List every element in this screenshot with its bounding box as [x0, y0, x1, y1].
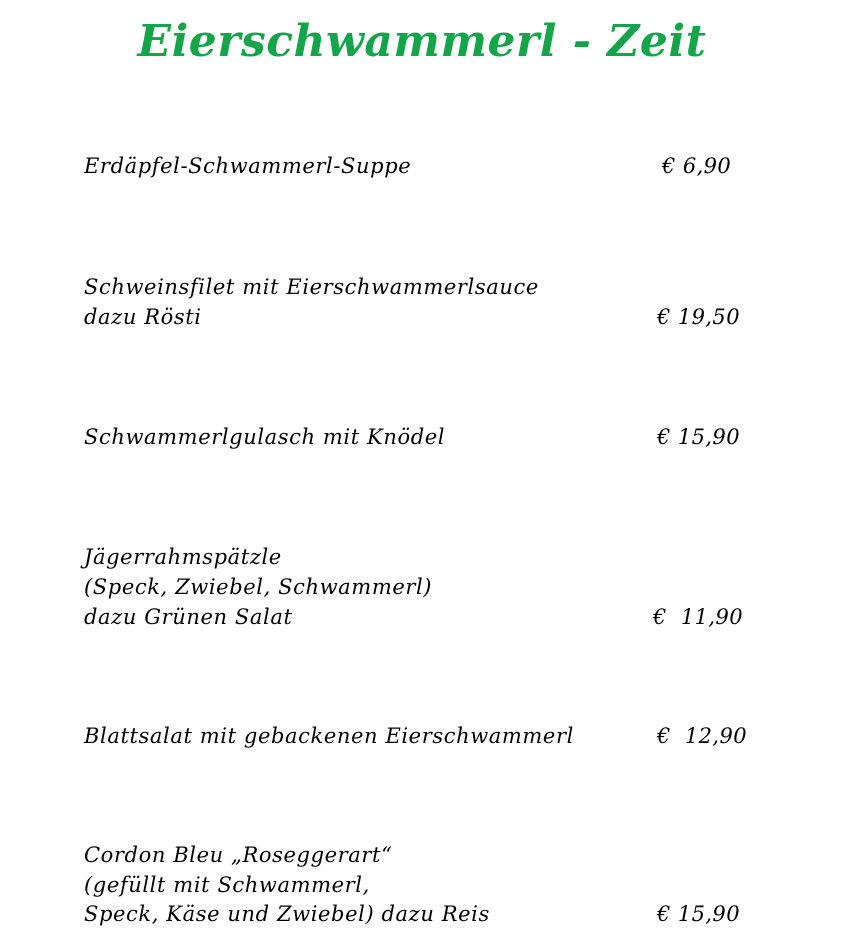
menu-item-price: € 12,90: [657, 724, 748, 748]
menu-item-name: Jägerrahmspätzle: [84, 545, 282, 569]
menu-item-description: dazu Grünen Salat: [84, 605, 293, 629]
menu-item-description: (gefüllt mit Schwammerl,: [84, 873, 370, 897]
menu-item-description: Speck, Käse und Zwiebel) dazu Reis: [84, 902, 490, 926]
menu-item-name: Erdäpfel-Schwammerl-Suppe: [84, 154, 412, 178]
menu-item-price: € 19,50: [657, 305, 740, 329]
menu-item-price: € 15,90: [657, 425, 740, 449]
menu-item-description: (Speck, Zwiebel, Schwammerl): [84, 575, 433, 599]
menu-item-name: Schwammerlgulasch mit Knödel: [84, 425, 446, 449]
page-title: Eierschwammerl - Zeit: [137, 16, 707, 67]
menu-item-description: dazu Rösti: [84, 305, 202, 329]
menu-item-name: Schweinsfilet mit Eierschwammerlsauce: [84, 275, 539, 299]
menu-item-name: Cordon Bleu „Roseggerart“: [84, 843, 393, 867]
menu-item-price: € 6,90: [662, 154, 732, 178]
menu-item-price: € 15,90: [657, 902, 740, 926]
menu-item-name: Blattsalat mit gebackenen Eierschwammerl: [84, 724, 574, 748]
menu-item-price: € 11,90: [653, 605, 744, 629]
